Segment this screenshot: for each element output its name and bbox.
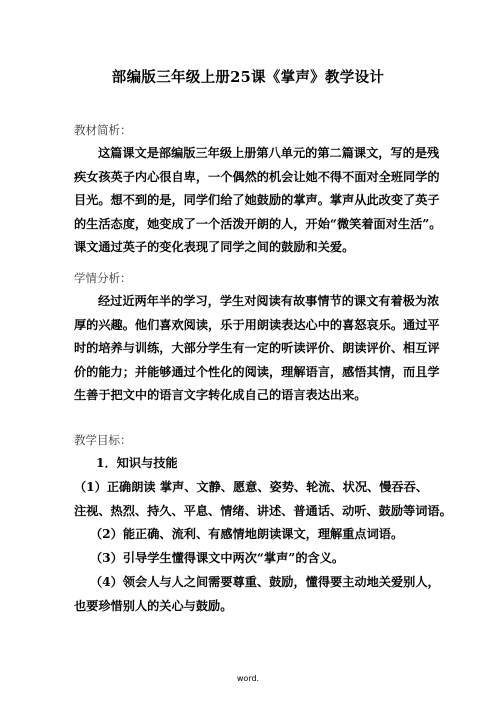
goal-item-2: （2）能正确、流利、有感情地朗读课文，理解重点词语。 [90,527,404,541]
goal-item-1 [74,476,452,523]
page-title: 部编版三年级上册25课《掌声》教学设计 [111,69,385,86]
paragraph-learner-analysis [74,290,440,408]
paragraph-line: 课文通过英子的变化表现了同学之间的鼓励和关爱。 [74,240,355,254]
paragraph-line: 目光。想不到的是，同学们给了她鼓励的掌声。掌声从此改变了英子 [74,193,440,207]
paragraph-line: 经过近两年半的学习，学生对阅读有故事情节的课文有着极为浓 [98,294,440,308]
goal-line: 也要珍惜别人的关心与鼓励。 [74,598,233,613]
paragraph-line: 疾女孩英子内心很自卑，一个偶然的机会让她不得不面对全班同学的 [74,169,440,184]
subheading-knowledge-skills: 1．知识与技能 [96,456,178,470]
paragraph-textbook-analysis [74,142,442,260]
section-heading-learner-analysis: 学情分析： [74,271,132,285]
paragraph-line: 时的培养与训练，大部分学生有一定的听读评价、朗读评价、相互评 [74,341,440,355]
goal-line: （1）正确朗读 掌声、文静、愿意、姿势、轮流、状况、慢吞吞、 [74,480,428,494]
goal-line: （4）领会人与人之间需要尊重、鼓励，懂得要主动地关爱别人， [90,575,440,589]
section-heading-teaching-goals: 教学目标： [74,433,132,447]
paragraph-line: 这篇课文是部编版三年级上册第八单元的第二篇课文，写的是残 [98,146,440,160]
paragraph-line: 价的能力；并能够通过个性化的阅读，理解语言，感悟其情，而且学 [74,364,440,379]
paragraph-line: 生善于把文中的语言文字转化成自己的语言表达出来。 [74,388,367,402]
paragraph-line: 的生活态度，她变成了一个活泼开朗的人，开始“微笑着面对生活”。 [74,216,442,231]
goal-item-4 [74,571,450,618]
section-heading-textbook-analysis: 教材简析： [74,123,132,137]
goal-item-3: （3）引导学生懂得课文中两次“掌声”的含义。 [90,551,345,565]
page-footer: word. [236,674,260,683]
paragraph-line: 厚的兴趣。他们喜欢阅读，乐于用朗读表达心中的喜怒哀乐。通过平 [74,317,440,332]
goal-line: 注视、热烈、持久、平息、情绪、讲述、普通话、动听、鼓励等词语。 [74,503,452,518]
